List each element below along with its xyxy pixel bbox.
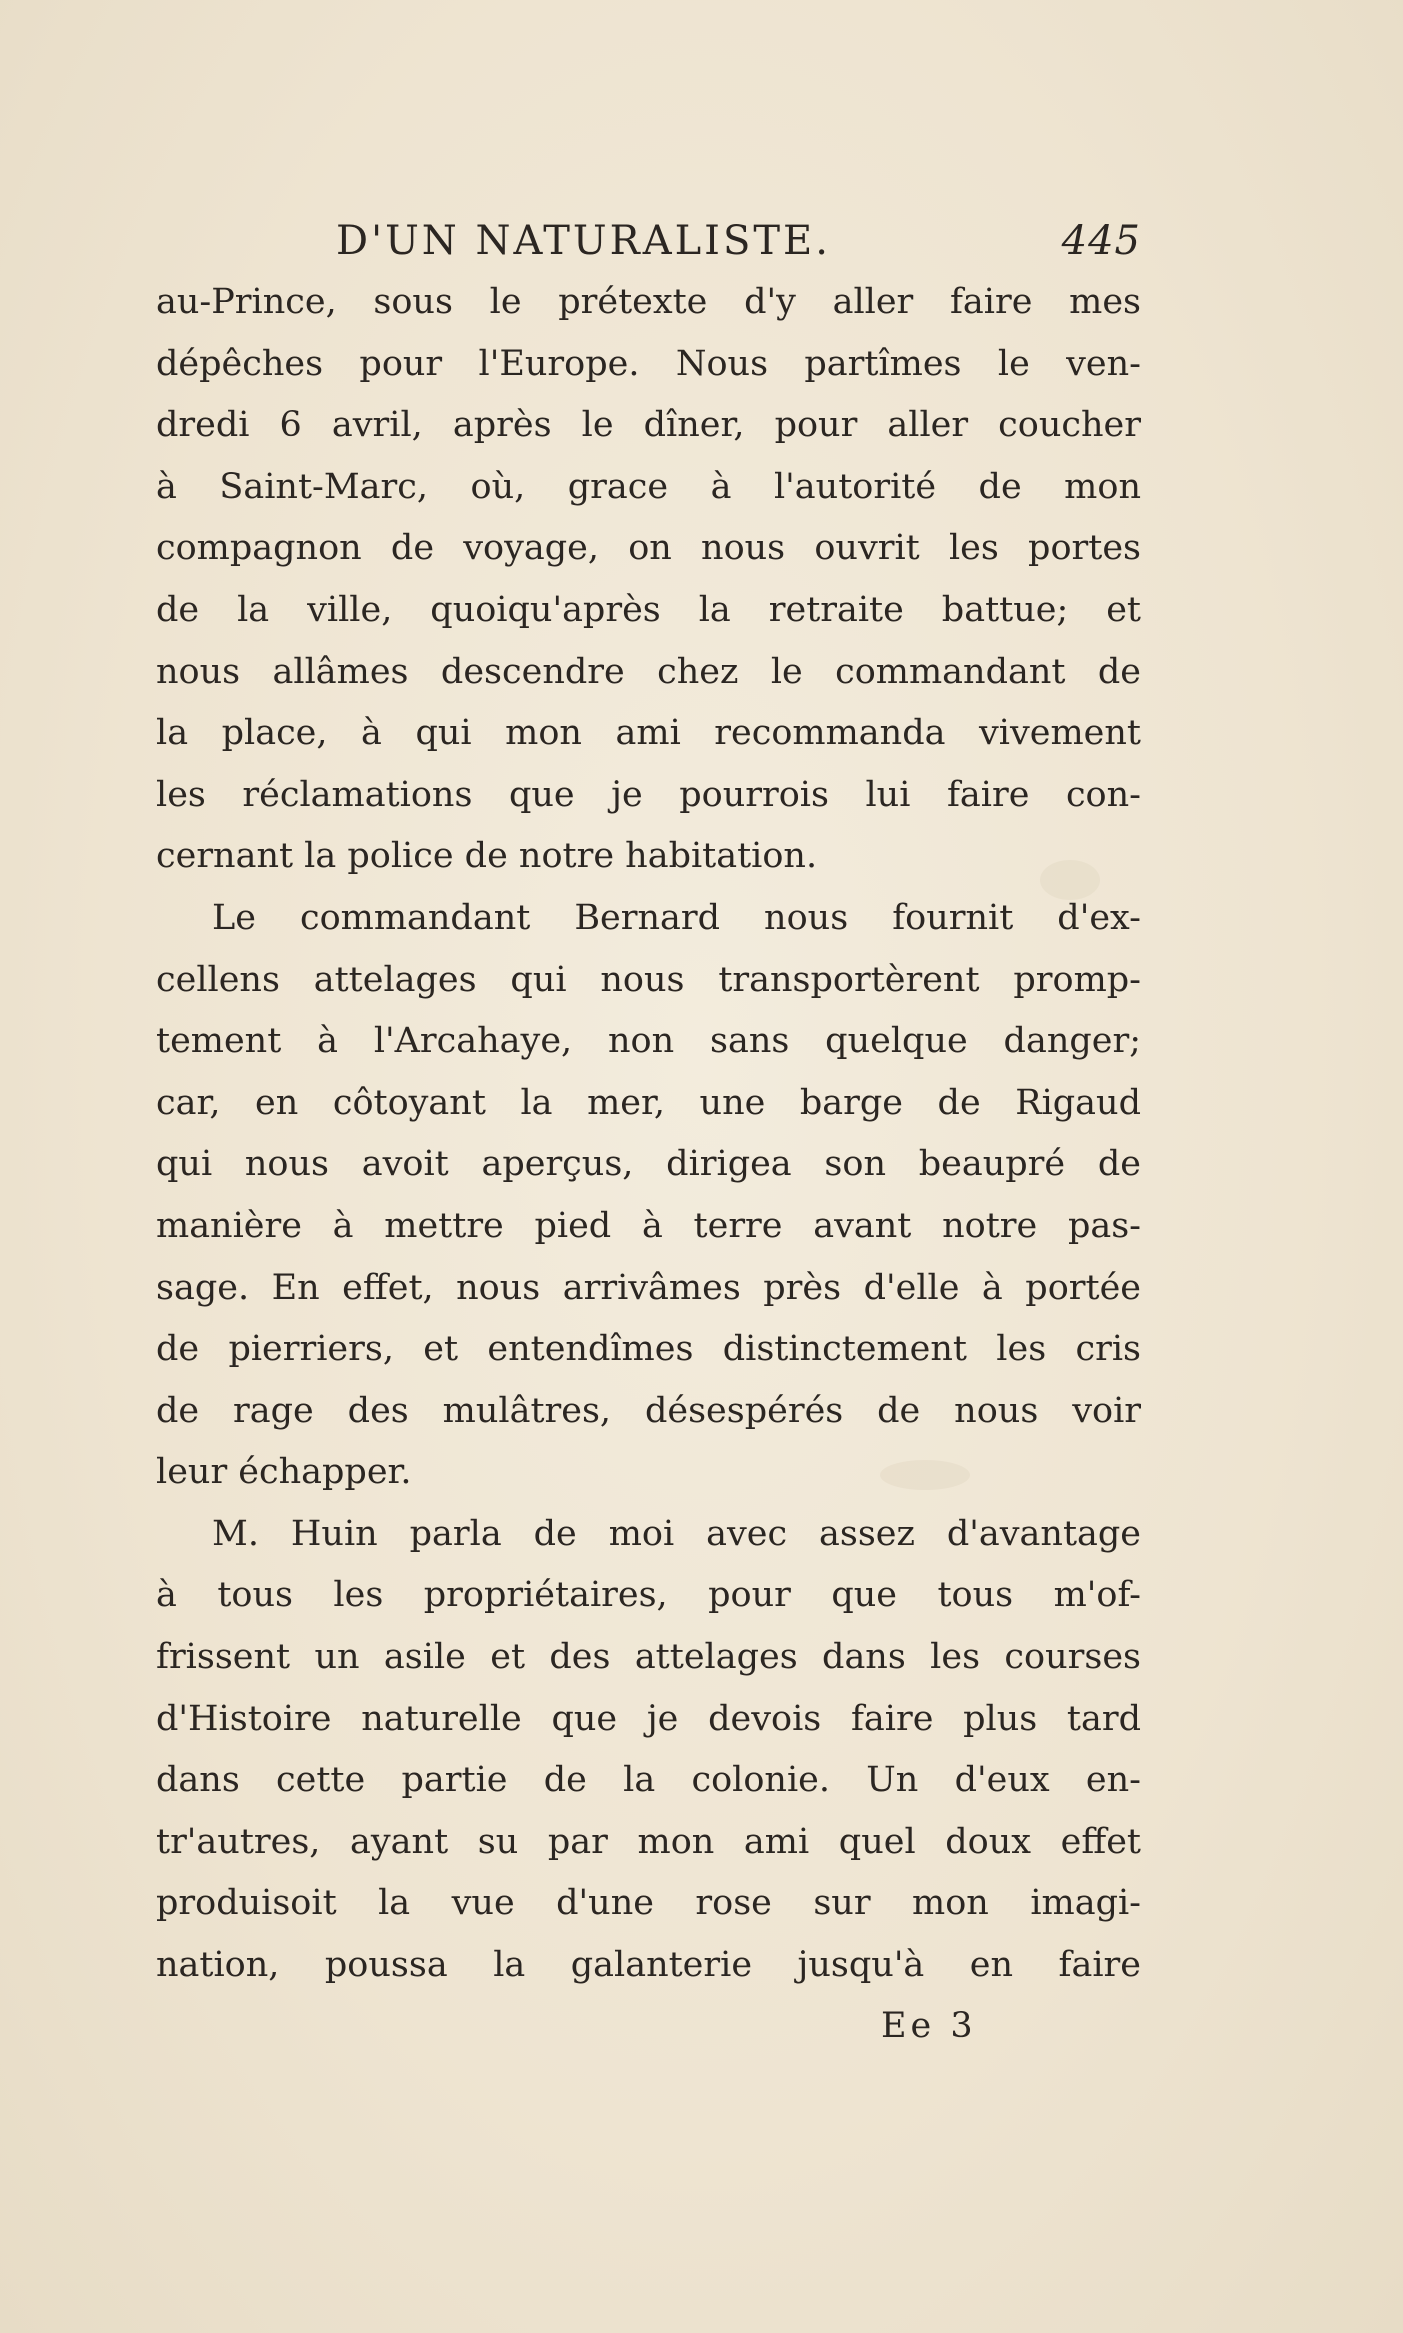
text-line: tement à l'Arcahaye, non sans quelque danger; — [156, 1021, 1141, 1062]
text-line: de la ville, quoiqu'après la retraite battue; et — [156, 589, 1141, 630]
text-line: frissent un asile et des attelages dans les courses — [156, 1637, 1141, 1678]
text-line: nation, poussa la galanterie jusqu'à en faire — [156, 1945, 1141, 1986]
text-line: dredi 6 avril, après le dîner, pour aller coucher — [156, 405, 1141, 446]
text-line: cernant la police de notre habitation. — [156, 836, 818, 877]
text-line: à Saint-Marc, où, grace à l'autorité de mon — [156, 466, 1141, 507]
text-line: tr'autres, ayant su par mon ami quel doux effet — [156, 1821, 1141, 1862]
running-head — [156, 210, 1141, 272]
text-line: M. Huin parla de moi avec assez d'avantage — [212, 1513, 1141, 1554]
text-line: les réclamations que je pourrois lui faire con- — [156, 774, 1141, 815]
text-line: la place, à qui mon ami recommanda vivement — [156, 713, 1141, 754]
text-line: car, en côtoyant la mer, une barge de Rigaud — [156, 1082, 1141, 1123]
text-line: compagnon de voyage, on nous ouvrit les portes — [156, 528, 1141, 569]
text-line: sage. En effet, nous arrivâmes près d'elle à portée — [156, 1267, 1141, 1308]
text-line: manière à mettre pied à terre avant notre pas- — [156, 1205, 1141, 1246]
text-line: produisoit la vue d'une rose sur mon imagi- — [156, 1883, 1141, 1924]
text-line: leur échapper. — [156, 1452, 412, 1493]
text-line: à tous les propriétaires, pour que tous m'of- — [156, 1575, 1141, 1616]
text-line: Le commandant Bernard nous fournit d'ex- — [212, 897, 1141, 938]
page-number: 445 — [1061, 218, 1141, 264]
text-line: de pierriers, et entendîmes distinctement les cris — [156, 1329, 1141, 1370]
text-line: cellens attelages qui nous transportèrent promp- — [156, 959, 1141, 1000]
running-title: D'UN NATURALISTE. — [336, 218, 831, 264]
text-line: qui nous avoit aperçus, dirigea son beaupré de — [156, 1144, 1141, 1185]
text-line: nous allâmes descendre chez le commandant de — [156, 651, 1141, 692]
text-block — [156, 210, 1141, 2055]
signature-mark: Ee 3 — [881, 2005, 977, 2046]
text-line: au-Prince, sous le prétexte d'y aller faire mes — [156, 282, 1141, 322]
text-line: d'Histoire naturelle que je devois faire plus tard — [156, 1698, 1141, 1739]
text-line: de rage des mulâtres, désespérés de nous voir — [156, 1390, 1141, 1431]
text-line: dans cette partie de la colonie. Un d'eux en- — [156, 1760, 1141, 1801]
text-line: dépêches pour l'Europe. Nous partîmes le ven- — [156, 343, 1141, 384]
